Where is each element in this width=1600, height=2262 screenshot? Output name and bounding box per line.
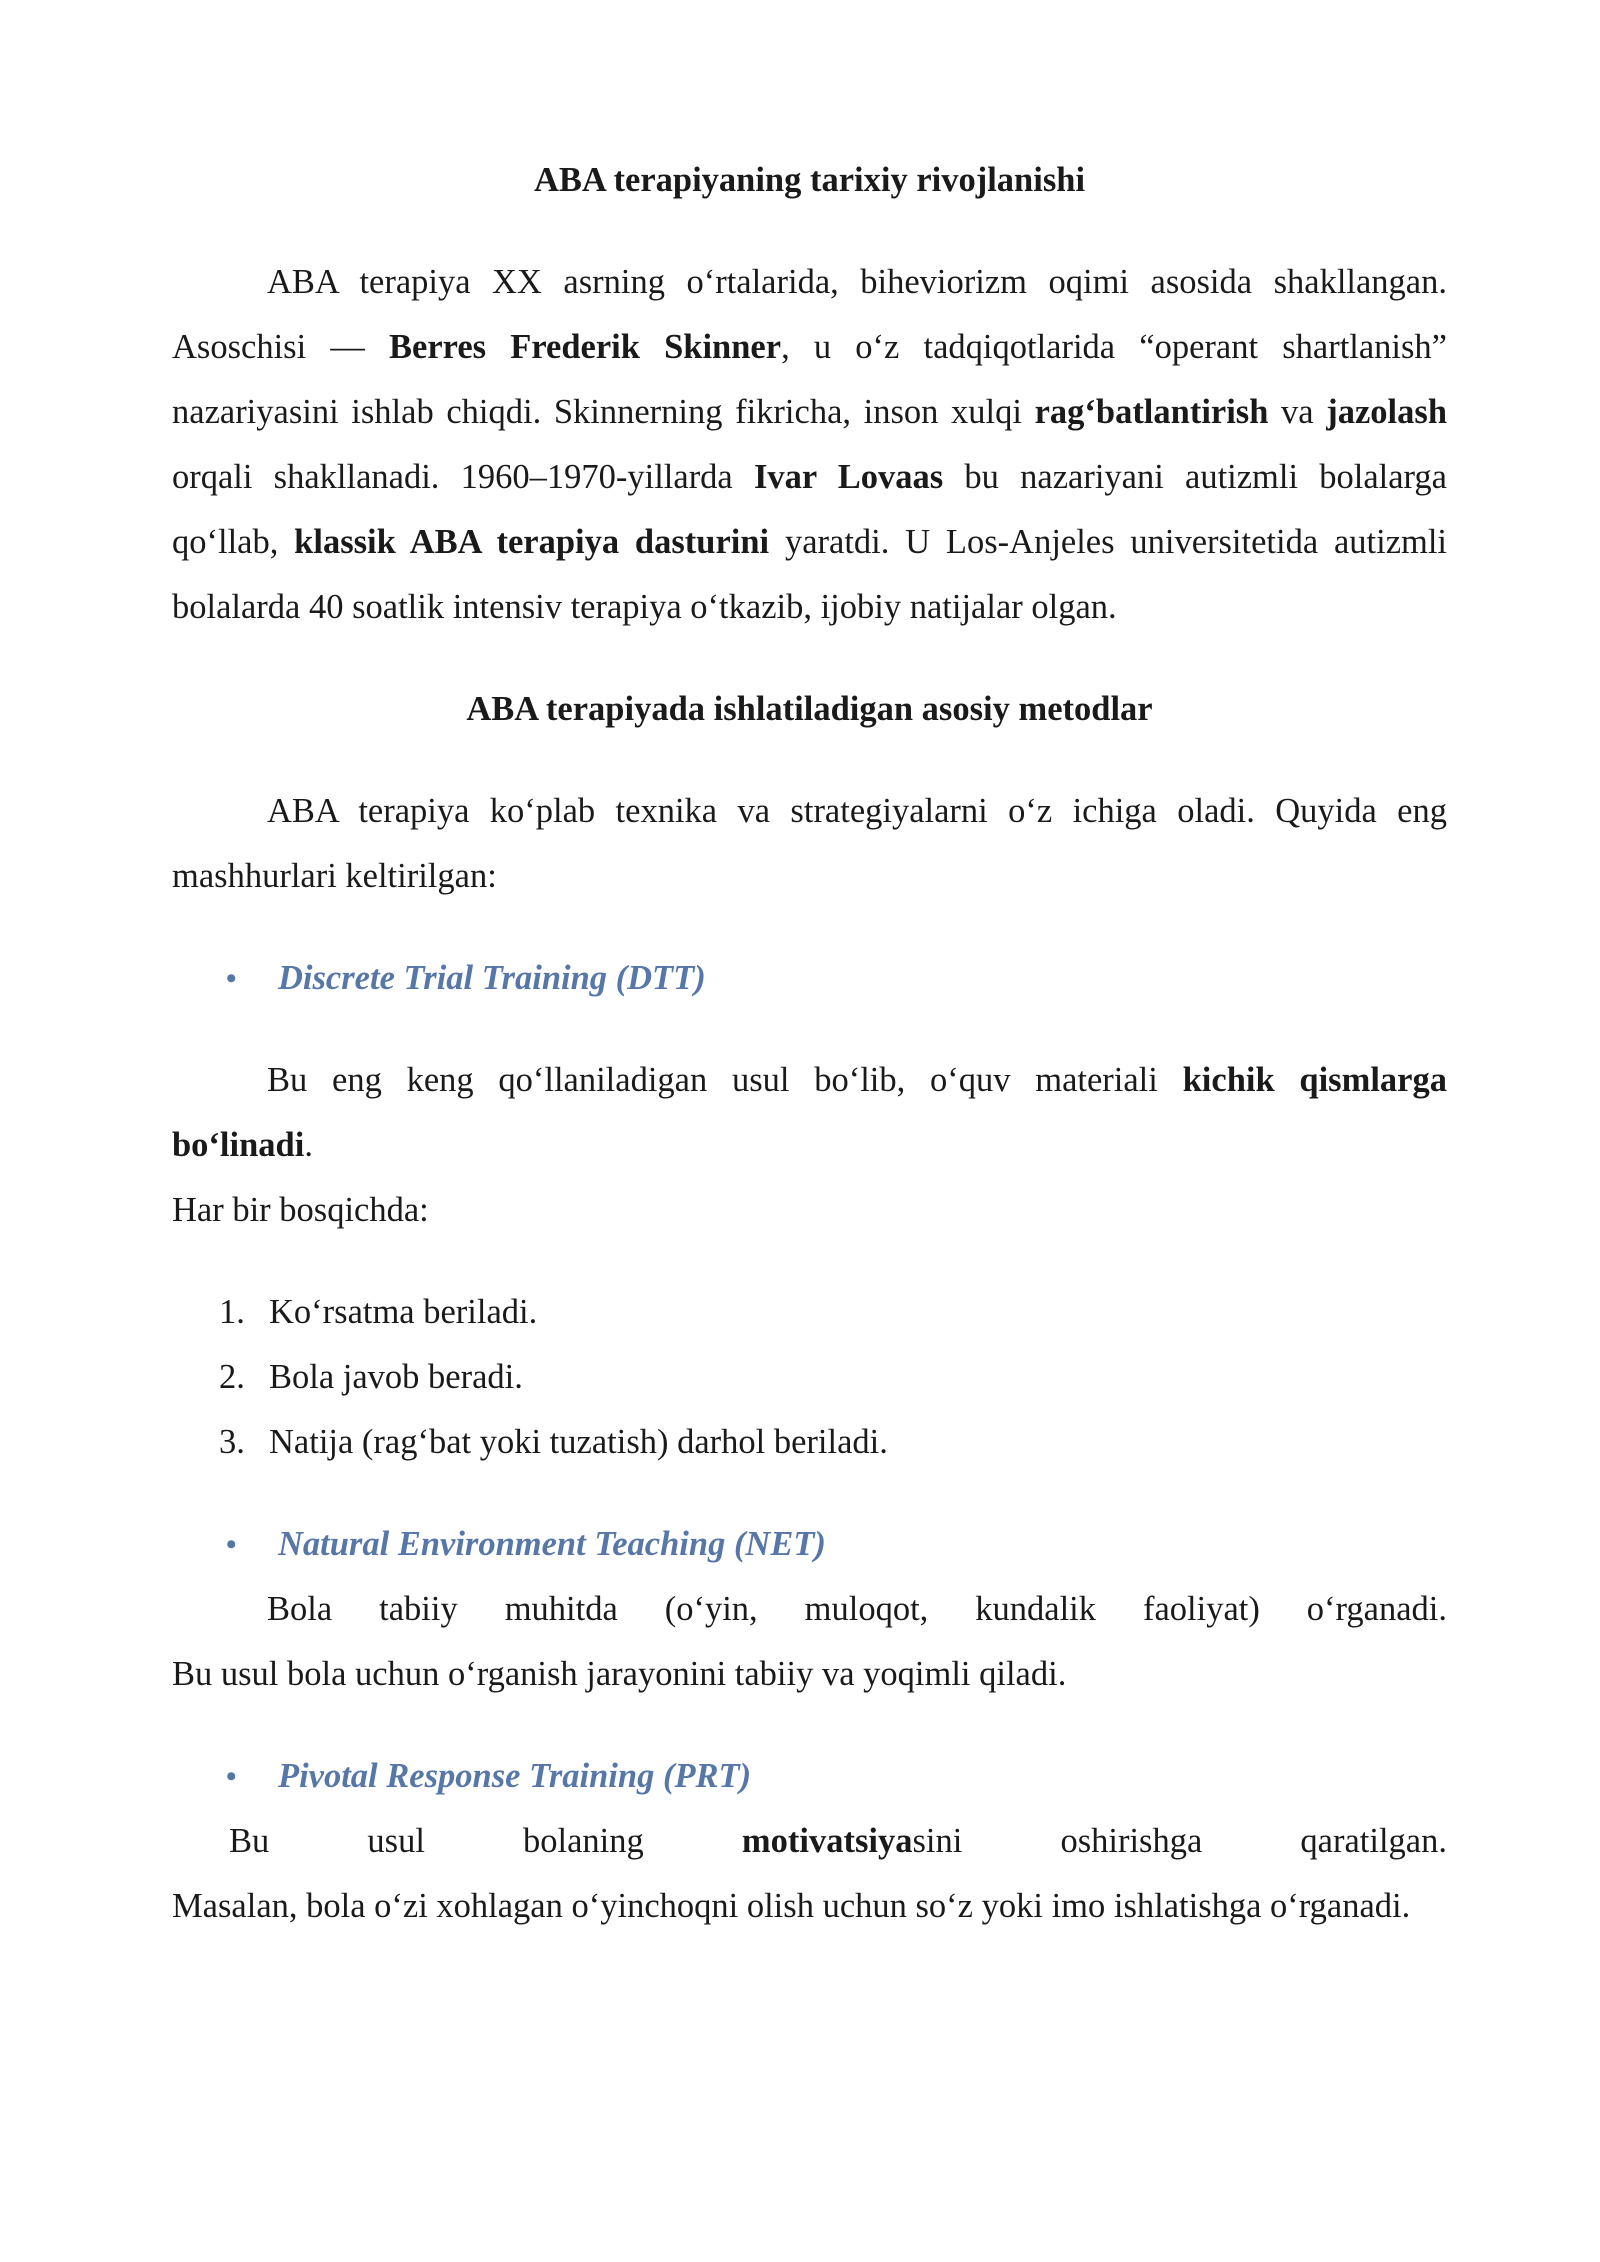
text-run: sini [912,1822,963,1860]
method-title-prt: Pivotal Response Training (PRT) [278,1757,752,1795]
method-title-net: Natural Environment Teaching (NET) [278,1525,826,1563]
word: o‘rganadi. [1306,1590,1447,1628]
word: qaratilgan. [1300,1822,1447,1860]
list-item [172,1410,1447,1475]
list-number: 2. [219,1358,245,1396]
methods-intro-paragraph: ABA terapiya ko‘plab texnika va strategiyalarni o‘z ichiga oladi. Quyida eng mashhurlari keltirilgan: [172,792,1447,895]
bold-text: Ivar Lovaas [753,458,944,496]
dtt-paragraph [172,1048,1447,1178]
word: Bola [267,1590,333,1628]
word: tabiiy [379,1590,458,1628]
word: faoliyat) [1142,1590,1260,1628]
net-paragraph-line2: Bu usul bola uchun o‘rganish jarayonini tabiiy va yoqimli qiladi. [172,1655,1067,1693]
list-number: 3. [219,1423,245,1461]
net-paragraph-line1 [172,1577,1447,1642]
list-number: 1. [219,1293,245,1331]
method-title-dtt: Discrete Trial Training (DTT) [278,959,706,997]
word: Bu [229,1822,270,1860]
text-run: ABA terapiya XX asrning o‘rtalarida, biheviorizm oqimi asosida shakllangan. Asoschisi — [172,263,1447,366]
text-run: orqali shakllanadi. 1960–1970-yillarda [172,458,754,496]
text-run: . [304,1126,313,1164]
text-run: va [1268,393,1327,431]
text-run: bu nazariyani autizmli bolalarga qo‘llab, [172,458,1447,561]
bullet-prt [172,1744,1447,1809]
word: (o‘yin, [664,1590,758,1628]
word: muloqot, [804,1590,929,1628]
list-item-text: Bola javob beradi. [269,1358,523,1396]
bold-text: kichik qismlarga bo‘linadi [172,1061,1447,1164]
bullet-icon: • [226,1528,237,1561]
prt-paragraph-rest: Masalan, bola o‘zi xohlagan o‘yinchoqni olish uchun so‘z yoki imo ishlatishga o‘rganadi. [172,1887,1411,1925]
text-run: , u o‘z tadqiqotlarida “operant shartlanish” nazariyasini ishlab chiqdi. Skinnerning fikricha, inson xulqi [172,328,1447,431]
bold-text: Berres Frederik Skinner [389,328,782,366]
list-item-text: Natija (rag‘bat yoki tuzatish) darhol beriladi. [269,1423,888,1461]
list-item [172,1345,1447,1410]
prt-paragraph-line1 [172,1809,1447,1874]
bullet-dtt [172,946,1447,1011]
word: kundalik [975,1590,1096,1628]
bullet-icon: • [226,962,237,995]
section-heading-history: ABA terapiyaning tarixiy rivojlanishi [533,161,1086,199]
text-run: yaratdi. U Los-Anjeles universitetida autizmli bolalarda 40 soatlik intensiv terapiya o‘tkazib, ijobiy natijalar olgan. [172,523,1448,626]
word: usul [367,1822,425,1860]
bold-text: jazolash [1326,393,1447,431]
bold-text: klassik ABA terapiya dasturini [294,523,770,561]
list-item [172,1280,1447,1345]
text-run: Bu eng keng qo‘llaniladigan usul bo‘lib, o‘quv materiali [267,1061,1183,1099]
list-item-text: Ko‘rsatma beriladi. [269,1293,538,1331]
word: muhitda [504,1590,618,1628]
bold-text: rag‘batlantirish [1034,393,1269,431]
word [742,1809,962,1874]
section-heading-methods: ABA terapiyada ishlatiladigan asosiy metodlar [466,690,1153,728]
word: oshirishga [1060,1822,1203,1860]
bullet-icon: • [226,1760,237,1793]
word: bolaning [523,1822,644,1860]
bullet-net [172,1512,1447,1577]
history-paragraph [172,250,1447,640]
bold-text: motivatsiya [741,1822,913,1860]
dtt-steps-intro: Har bir bosqichda: [172,1191,429,1229]
dtt-steps-list [172,1280,1447,1475]
